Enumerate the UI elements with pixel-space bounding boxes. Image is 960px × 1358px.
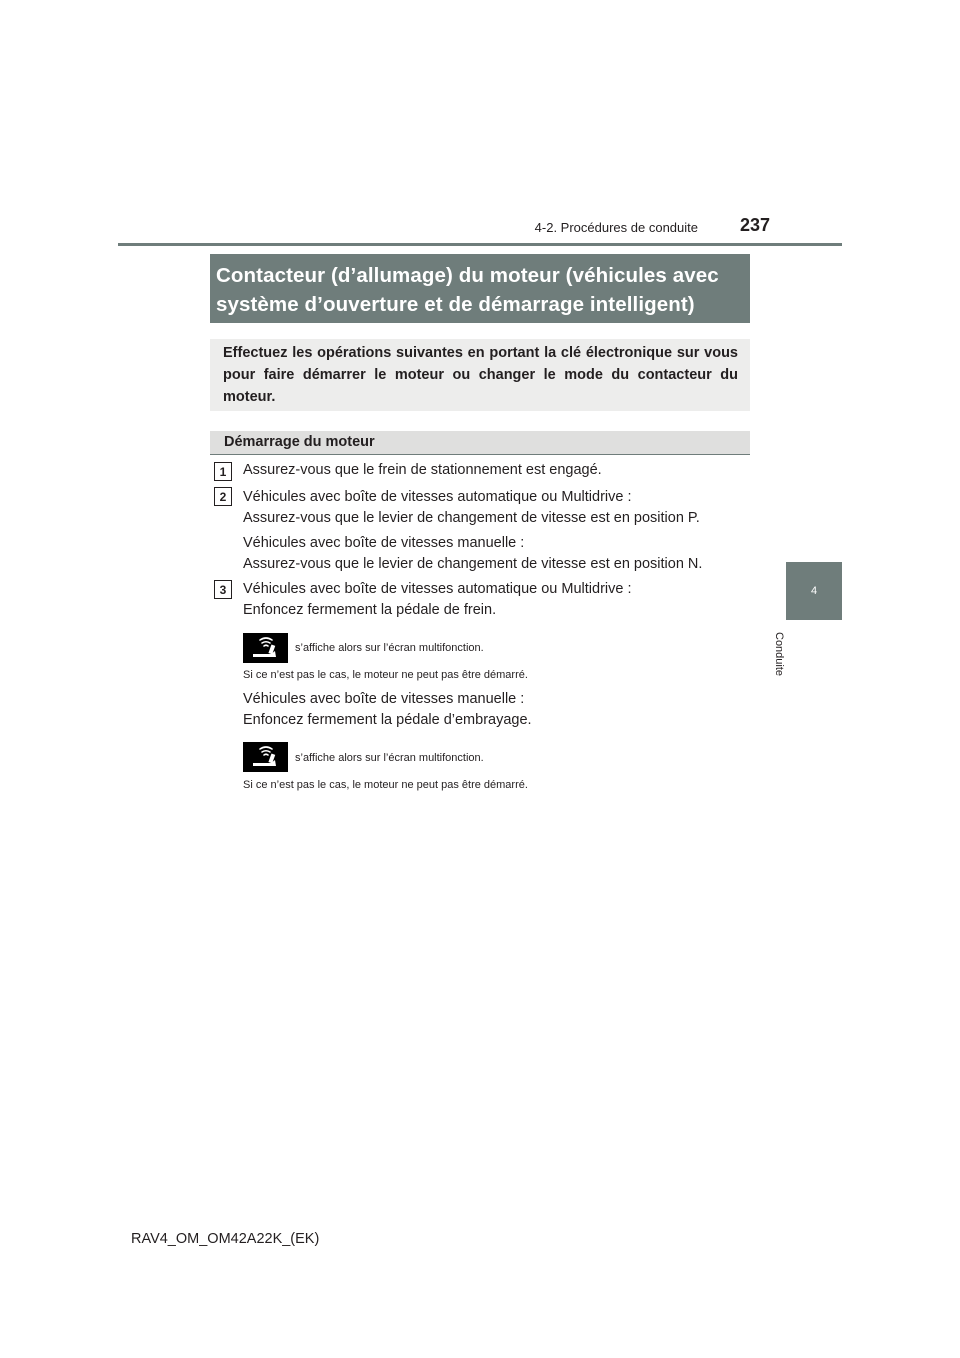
- page-number: 237: [740, 215, 771, 235]
- indicator-2-caption: s’affiche alors sur l’écran multifonction.: [295, 752, 484, 764]
- clutch-pedal-indicator-icon: [243, 742, 288, 772]
- section-title-box: [210, 254, 750, 323]
- indicator-1-note: Si ce n’est pas le cas, le moteur ne peut pas être démarré.: [243, 669, 528, 681]
- step-3-line-2: Enfoncez fermement la pédale de frein.: [243, 602, 497, 618]
- step-3-line-3: Véhicules avec boîte de vitesses manuelle :: [243, 691, 525, 707]
- header-divider: [118, 243, 842, 246]
- chapter-label-vertical: [773, 632, 805, 692]
- indicator-1-caption: s’affiche alors sur l’écran multifonction.: [295, 642, 484, 654]
- step-2-line-2: Assurez-vous que le levier de changement de vitesse est en position P.: [243, 510, 700, 526]
- brake-pedal-indicator-icon: [243, 633, 288, 663]
- chapter-label: Conduite: [773, 632, 785, 677]
- chapter-number: 4: [810, 585, 818, 597]
- step-3-line-4: Enfoncez fermement la pédale d’embrayage.: [243, 712, 532, 728]
- indicator-2-note: Si ce n’est pas le cas, le moteur ne peut pas être démarré.: [243, 779, 528, 791]
- step-1-line-1: Assurez-vous que le frein de stationnement est engagé.: [243, 462, 602, 478]
- header-section-title: 4-2. Procédures de conduite: [534, 220, 698, 235]
- section-title-line-2: système d’ouverture et de démarrage intelligent): [216, 293, 695, 316]
- step-2-line-4: Assurez-vous que le levier de changement de vitesse est en position N.: [243, 556, 703, 572]
- chapter-tab: [786, 562, 842, 620]
- subheading: Démarrage du moteur: [210, 431, 750, 455]
- step-number-2: 2: [214, 487, 232, 506]
- step-2-line-1: Véhicules avec boîte de vitesses automatique ou Multidrive :: [243, 489, 632, 505]
- step-number-1: 1: [214, 462, 232, 481]
- step-number-3: 3: [214, 580, 232, 599]
- footer-model-code: RAV4_OM_OM42A22K_(EK): [131, 1231, 320, 1247]
- intro-paragraph: Effectuez les opérations suivantes en portant la clé électronique sur vous pour faire démarrer le moteur ou changer le mode du contacteur du moteur.: [210, 339, 750, 411]
- step-2-line-3: Véhicules avec boîte de vitesses manuelle :: [243, 535, 525, 551]
- section-title-line-1: Contacteur (d’allumage) du moteur (véhicules avec: [216, 264, 719, 287]
- step-3-line-1: Véhicules avec boîte de vitesses automatique ou Multidrive :: [243, 581, 632, 597]
